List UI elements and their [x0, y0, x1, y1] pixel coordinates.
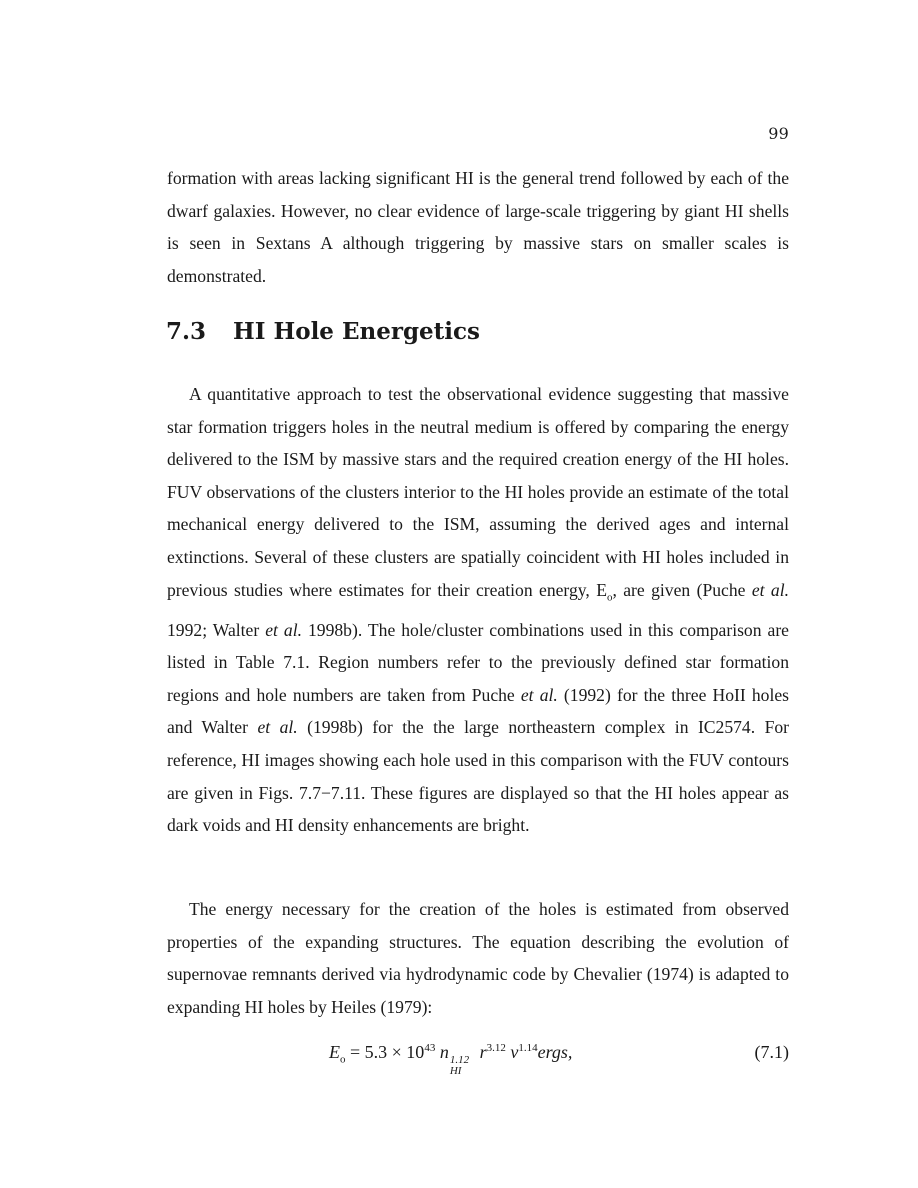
equation-7-1	[167, 1038, 789, 1077]
paragraph-1-part-a: A quantitative approach to test the observational evidence suggesting that massive star formation triggers holes in the neutral medium is offered by comparing the energy delivered to the ISM by massive stars and the required creation energy of the HI holes. FUV observations of the clusters interior to the HI holes provide an estimate of the total mechanical energy delivered to the ISM, assuming the derived ages and internal extinctions. Several of these clusters are spatially coincident with HI holes included in previous studies where estimates for their creation energy, E	[167, 384, 789, 600]
paragraph-1-part-c: 1992; Walter	[167, 619, 266, 640]
intro-paragraph	[167, 162, 789, 292]
eq-v: v	[505, 1042, 519, 1062]
paragraph-2-text: The energy necessary for the creation of the holes is estimated from observed properties of the expanding structures. The equation describing the evolution of supernovae remnants derived via hydrodynamic code by Chevalier (1974) is adapted to expanding HI holes by Heiles (1979):	[167, 899, 789, 1017]
paragraph-1-part-d: 1998b). The hole/cluster combinations used in this comparison are listed in Table 7.1. Region numbers refer to the previously defined star formation regions and hole numbers are taken from Puche	[167, 619, 789, 705]
eq-coefficient: = 5.3 × 10	[345, 1042, 425, 1062]
eo-subscript: o	[606, 591, 613, 604]
eq-n-exponent: 1.12	[449, 1054, 470, 1066]
eq-r-exponent: 3.12	[486, 1042, 506, 1054]
paragraph-hole-cluster-comparison	[167, 378, 789, 842]
paragraph-1-part-b: , are given (Puche	[612, 579, 752, 600]
eq-lhs-subscript: o	[340, 1053, 346, 1066]
equation-body	[329, 1042, 572, 1077]
eq-lhs: E	[329, 1042, 340, 1062]
eq-units: ergs,	[537, 1042, 573, 1062]
intro-paragraph-text: formation with areas lacking significant HI is the general trend followed by each of the dwarf galaxies. However, no clear evidence of large-scale triggering by giant HI shells is seen in Sextans A although triggering by massive stars on smaller scales is demonstrated.	[167, 168, 789, 286]
eq-r: r	[475, 1042, 487, 1062]
eq-coefficient-exponent: 43	[424, 1042, 436, 1054]
equation-number: (7.1)	[754, 1042, 789, 1062]
eq-n-subscript: HI	[449, 1065, 462, 1077]
section-title: HI Hole Energetics	[233, 318, 480, 345]
paragraph-energy-estimate	[167, 893, 789, 1023]
paragraph-1-part-e: (1992) for the three HoII holes and Walter	[167, 684, 789, 738]
section-number: 7.3	[166, 318, 207, 345]
eq-v-exponent: 1.14	[518, 1042, 538, 1054]
et-al-citation: et al.	[520, 684, 558, 705]
et-al-citation: et al.	[257, 717, 298, 738]
paragraph-1-text	[167, 378, 789, 842]
eq-n-scripts	[450, 1055, 469, 1077]
eq-n: n	[435, 1042, 449, 1062]
et-al-citation: et al.	[265, 619, 302, 640]
et-al-citation: et al.	[751, 579, 789, 600]
page-number: 99	[768, 124, 789, 143]
paragraph-1-part-f: (1998b) for the the large northeastern complex in IC2574. For reference, HI images showing each hole used in this comparison with the FUV contours are given in Figs. 7.7−7.11. These figures are displayed so that the HI holes appear as dark voids and HI density enhancements are bright.	[167, 717, 790, 836]
section-heading	[166, 318, 480, 345]
